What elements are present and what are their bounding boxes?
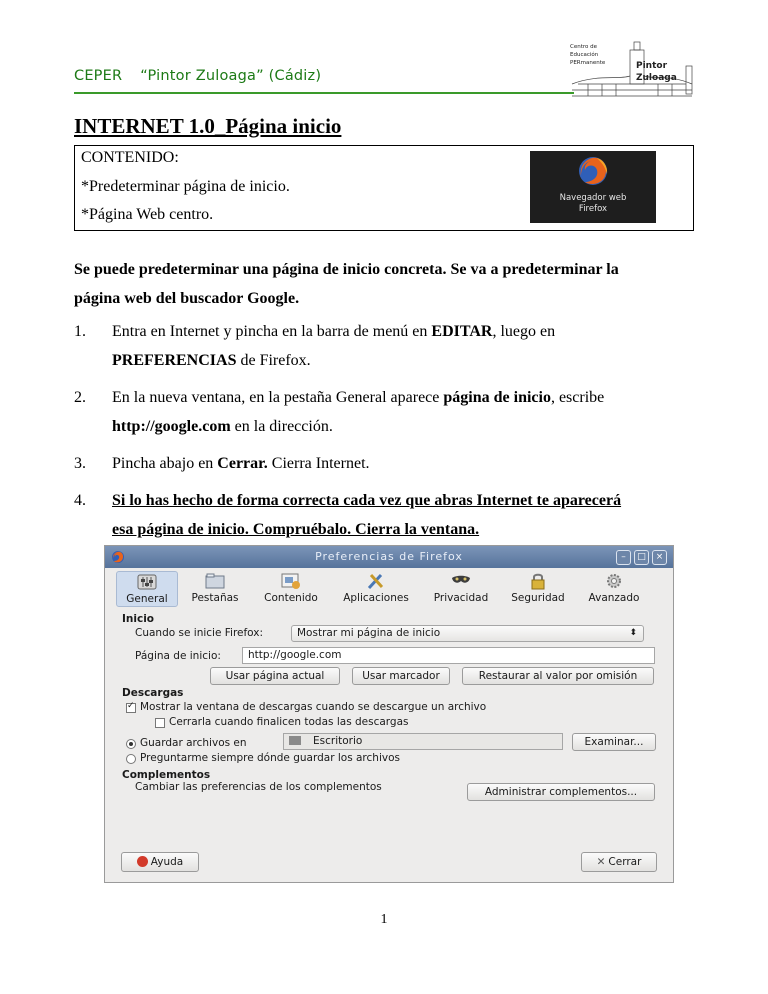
firefox-thumbnail <box>530 151 656 223</box>
gear-icon <box>603 572 625 590</box>
header-school: “Pintor Zuloaga” (Cádiz) <box>140 68 322 84</box>
step-text: Si lo has hecho de forma correcta cada vez que abras Internet te aparecerá <box>112 492 622 509</box>
close-when-done-label: Cerrarla cuando finalicen todas las descargas <box>169 716 409 728</box>
restore-default-button[interactable]: Restaurar al valor por omisión <box>462 667 654 685</box>
startup-label: Cuando se iniciе Firefox: <box>135 627 264 639</box>
contents-box <box>74 145 694 231</box>
startup-select[interactable]: Mostrar mi página de inicio ⬍ <box>291 625 644 642</box>
step-number: 1. <box>74 323 86 340</box>
step-text: PREFERENCIAS de Firefox. <box>112 352 311 369</box>
save-to-label: Guardar archivos en <box>140 737 247 749</box>
preferences-dialog <box>104 545 674 883</box>
step-number: 4. <box>74 492 86 509</box>
tab-avanzado[interactable]: Avanzado <box>579 571 649 605</box>
maximize-button[interactable]: □ <box>634 550 649 565</box>
step-text: En la nueva ventana, en la pestaña General aparece página de inicio, escribe <box>112 389 605 406</box>
tabs-icon <box>204 572 226 590</box>
save-to-radio[interactable] <box>126 739 136 749</box>
browse-button[interactable]: Examinar... <box>572 733 656 751</box>
show-downloads-checkbox[interactable]: ✓ <box>127 701 135 711</box>
close-button[interactable]: ✕ Cerrar <box>581 852 657 872</box>
page-header <box>74 62 574 94</box>
close-window-button[interactable]: × <box>652 550 667 565</box>
logo-small-text: Centro de Educación PERmanente <box>570 44 606 66</box>
step-number: 2. <box>74 389 86 406</box>
show-downloads-label: Mostrar la ventana de descargas cuando se descargue un archivo <box>140 701 487 713</box>
dialog-title: Preferencias de Firefox <box>315 550 463 563</box>
intro-line: página web del buscador Google. <box>74 290 300 307</box>
close-when-done-checkbox[interactable] <box>155 718 165 728</box>
mask-icon <box>450 572 472 590</box>
tab-privacidad[interactable]: Privacidad <box>425 571 497 605</box>
always-ask-radio[interactable] <box>126 754 136 764</box>
use-bookmark-button[interactable]: Usar marcador <box>352 667 450 685</box>
section-inicio: Inicio <box>122 613 155 625</box>
dialog-titlebar <box>105 546 673 568</box>
addons-text: Cambiar las preferencias de los complementos <box>135 781 382 793</box>
folder-icon <box>289 736 301 745</box>
sliders-icon <box>136 573 158 591</box>
tab-general[interactable]: General <box>116 571 178 607</box>
download-folder-field[interactable]: Escritorio <box>283 733 563 750</box>
tab-contenido[interactable]: Contenido <box>255 571 327 605</box>
lock-icon <box>527 572 549 590</box>
firefox-icon <box>575 154 611 188</box>
section-complementos: Complementos <box>122 769 211 781</box>
step-text: Pincha abajo en Cerrar. Cierra Internet. <box>112 455 370 472</box>
step-text: esa página de inicio. Compruébalo. Cierra la ventana. <box>112 521 480 538</box>
tab-aplicaciones[interactable]: Aplicaciones <box>335 571 417 605</box>
step-number: 3. <box>74 455 86 472</box>
header-ceper: CEPER <box>74 68 123 84</box>
help-icon <box>137 856 148 867</box>
section-descargas: Descargas <box>122 687 184 699</box>
always-ask-label: Preguntarme siempre dónde guardar los archivos <box>140 752 400 764</box>
firefox-caption: Firefox <box>578 204 608 214</box>
homepage-label: Página de inicio: <box>135 650 221 662</box>
use-current-page-button[interactable]: Usar página actual <box>210 667 340 685</box>
tab-pestanas[interactable]: Pestañas <box>183 571 247 605</box>
firefox-caption: Navegador web <box>559 193 627 203</box>
close-icon: ✕ <box>596 856 606 868</box>
content-icon <box>280 572 302 590</box>
step-text: Entra en Internet y pincha en la barra de menú en EDITAR, luego en <box>112 323 556 340</box>
contents-heading: CONTENIDO: <box>81 149 179 166</box>
contents-item: *Página Web centro. <box>81 206 214 223</box>
intro-line: Se puede predeterminar una página de inicio concreta. Se va a predeterminar la <box>74 261 619 278</box>
logo-big-text: Pintor Zuloaga <box>636 61 677 83</box>
step-text: http://google.com en la dirección. <box>112 418 333 435</box>
minimize-button[interactable]: – <box>616 550 631 565</box>
homepage-input[interactable]: http://google.com <box>242 647 655 664</box>
tab-seguridad[interactable]: Seguridad <box>503 571 573 605</box>
updown-icon: ⬍ <box>629 628 637 638</box>
manage-addons-button[interactable]: Administrar complementos... <box>467 783 655 801</box>
contents-item: *Predeterminar página de inicio. <box>81 178 290 195</box>
help-button[interactable]: Ayuda <box>121 852 199 872</box>
tools-icon <box>365 572 387 590</box>
page-title: INTERNET 1.0_Página inicio <box>74 114 342 138</box>
page-number: 1 <box>380 912 388 927</box>
